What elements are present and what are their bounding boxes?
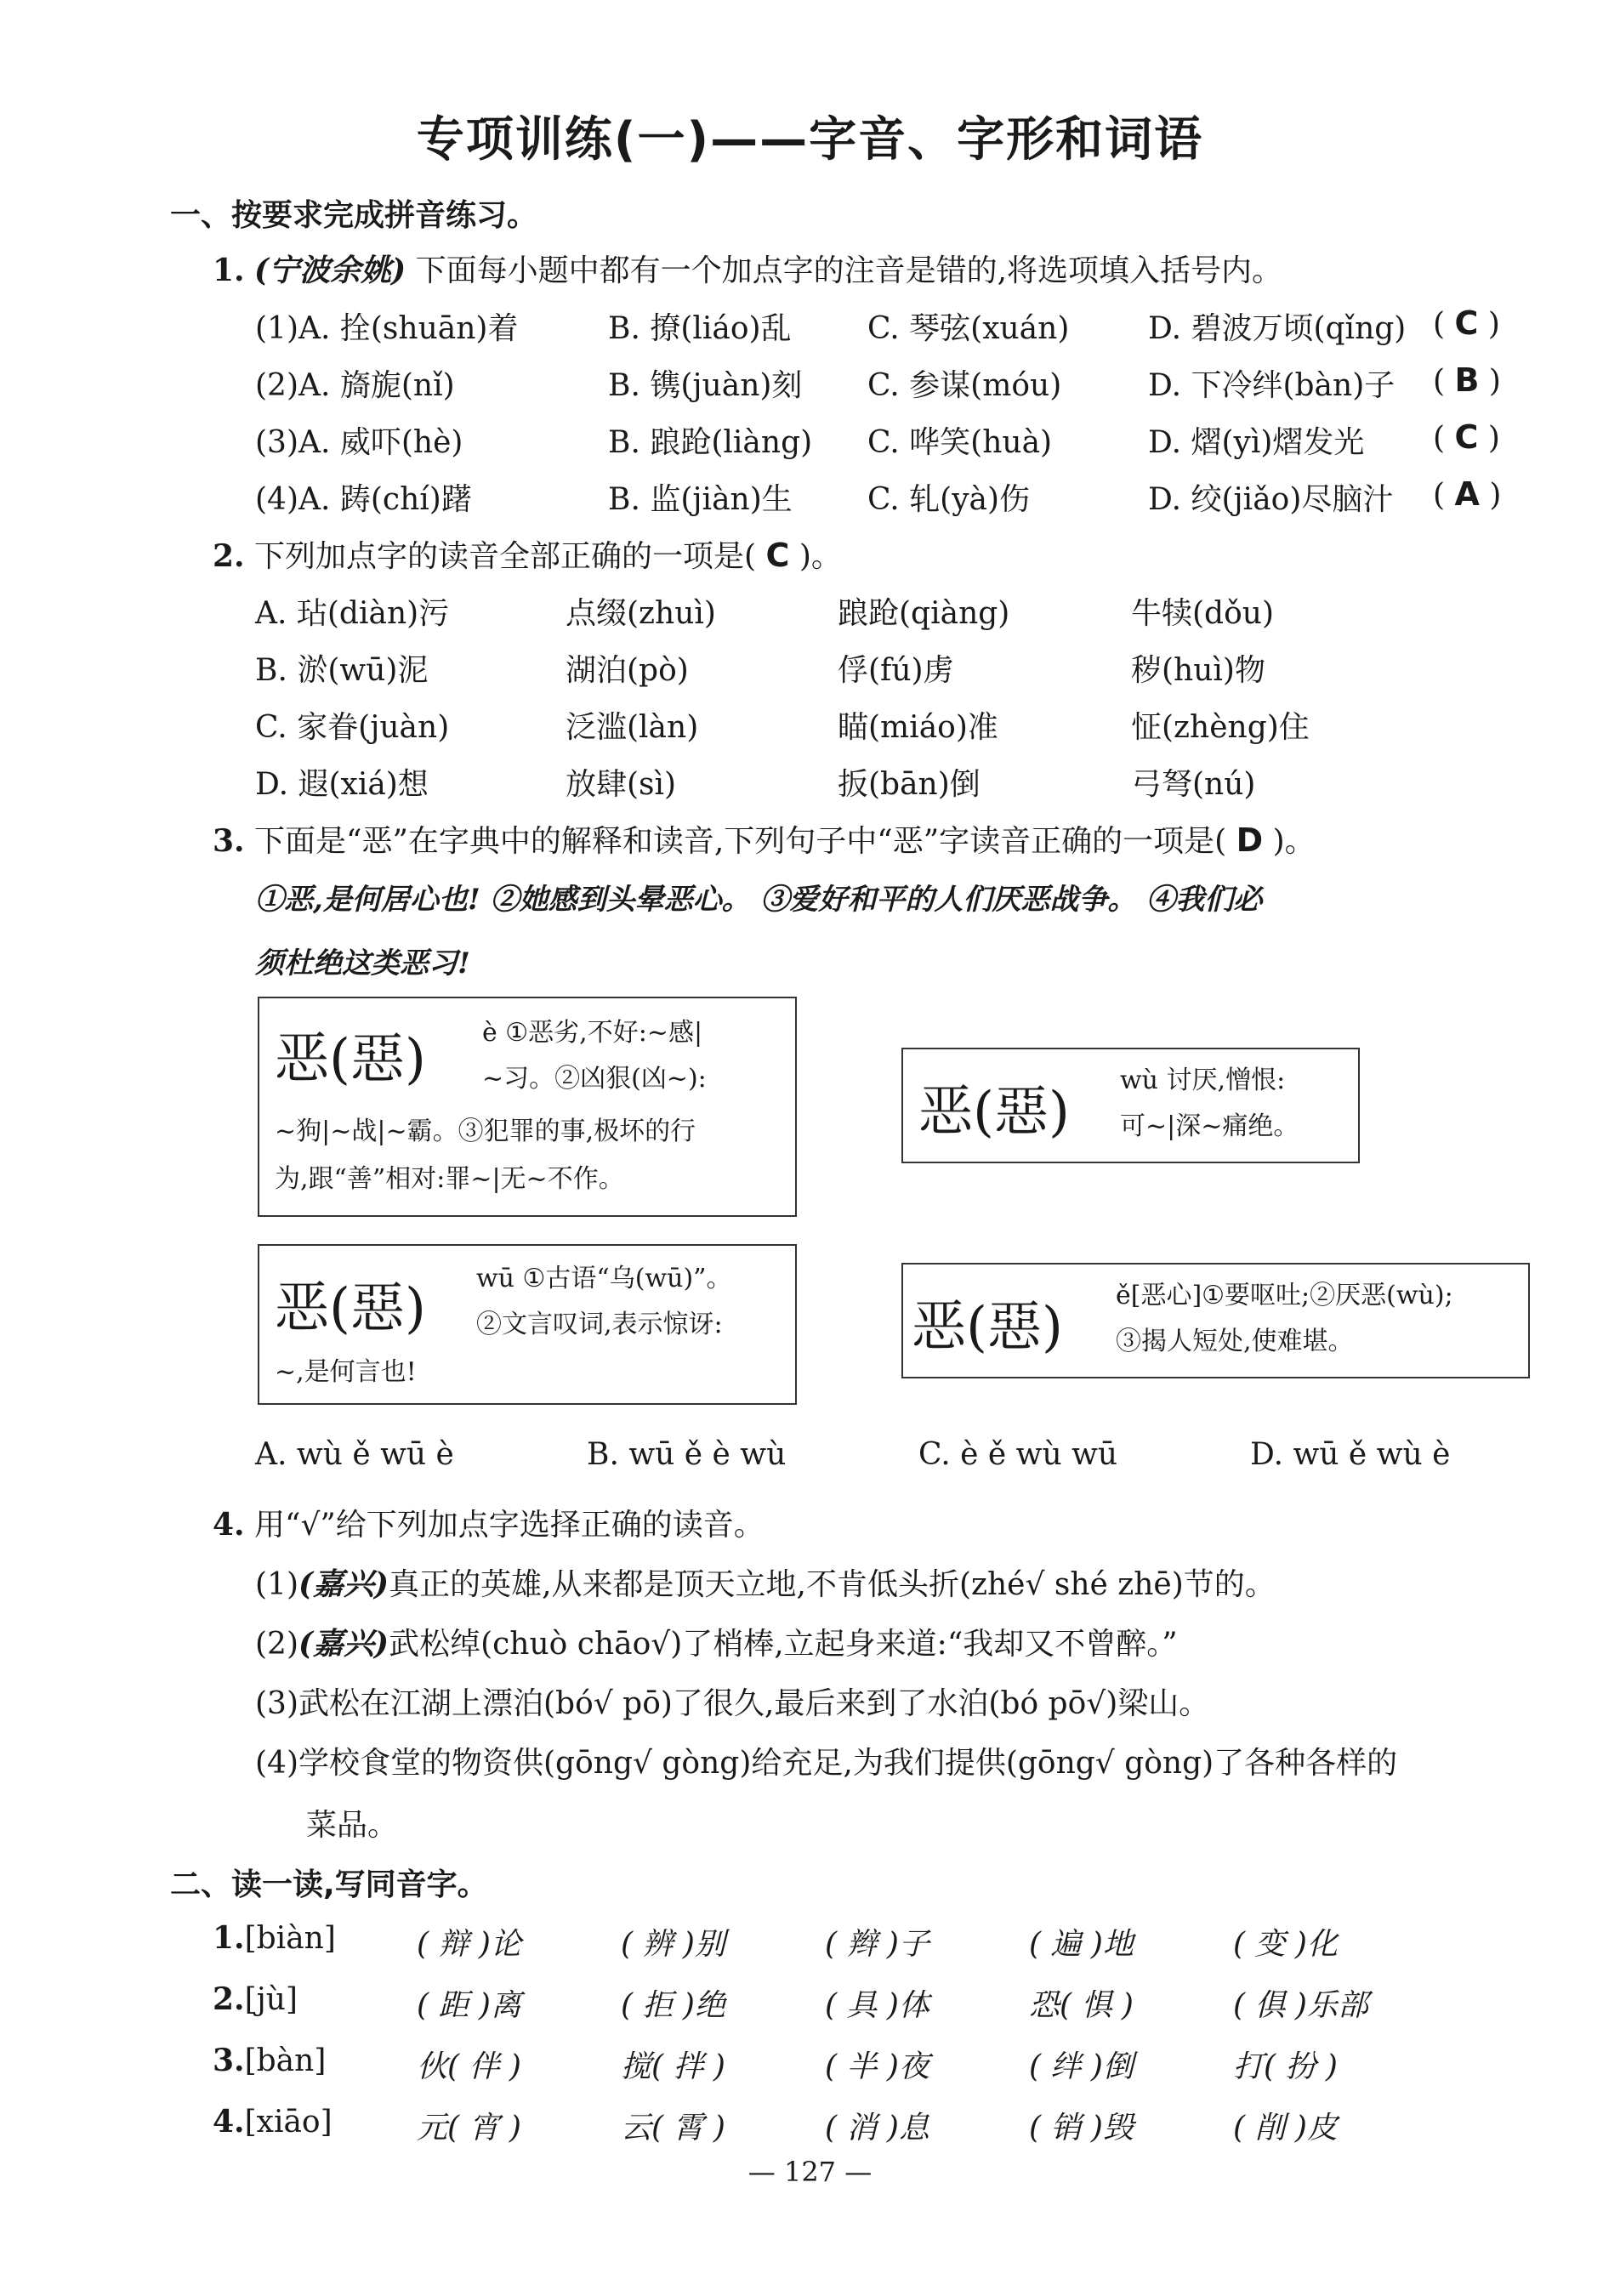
q2-row-A-3: 踉跄(qiàng) — [838, 596, 1010, 631]
q1-row-1-a: (1)A. 拴(shuān)着 — [255, 311, 519, 346]
q4-item-4-continued: 菜品。 — [306, 1808, 399, 1843]
s2-row-2-cell-4: 恐( 惧 ) — [1029, 1988, 1134, 2023]
s2-row-1-cell-1: ( 辩 )论 — [417, 1927, 521, 1962]
s2-row-3-cell-1: 伙( 伴 ) — [417, 2049, 521, 2084]
dict-entry-e4: 恶(惡) è ①恶劣,不好:~感| ~习。②凶狠(凶~): ~狗|~战|~霸。③犯罪的事,极坏的行 为,跟“善”相对:罪~|无~不作。 — [258, 997, 797, 1217]
s2-row-4-cell-3: ( 消 )息 — [825, 2111, 929, 2145]
s2-row-4-cell-1: 元( 宵 ) — [417, 2111, 521, 2145]
q2-row-D-2: 放肆(sì) — [566, 767, 677, 802]
q1-row-3-a: (3)A. 威吓(hè) — [255, 425, 463, 460]
q3-option-b: B. wū ě è wù — [587, 1437, 787, 1472]
s2-row-4-cell-4: ( 销 )毁 — [1029, 2111, 1134, 2145]
dict-headword: 恶(惡) — [918, 1081, 1070, 1144]
q1-row-3-answer: ( C ) — [1433, 418, 1500, 456]
q3-sentences-line-1: ①恶,是何居心也! ②她感到头晕恶心。 ③爱好和平的人们厌恶战争。 ④我们必 — [255, 883, 1263, 917]
q2-number: 2. — [213, 538, 245, 574]
q1-row-1-answer: ( C ) — [1433, 304, 1500, 342]
s2-row-4-cell-2: 云( 霄 ) — [621, 2111, 725, 2145]
q2-row-B-3: 俘(fú)虏 — [838, 653, 954, 688]
dict-entry-e3: 恶(惡) ě[恶心]①要呕吐;②厌恶(wù); ③揭人短处,使难堪。 — [901, 1263, 1530, 1378]
q4-item-4: (4)学校食堂的物资供(gōng√ gòng)给充足,为我们提供(gōng√ gòng)了各种各样的 — [255, 1746, 1398, 1781]
q3-option-c: C. è ě wù wū — [918, 1437, 1118, 1472]
q1-row-3-d: D. 熠(yì)熠发光 — [1148, 425, 1365, 460]
q4-item-2: (2)(嘉兴)武松绰(chuò chāo√)了梢棒,立起身来道:“我却又不曾醉。” — [255, 1626, 1178, 1662]
dict-headword: 恶(惡) — [912, 1296, 1063, 1359]
q1-stem-line — [213, 247, 1282, 290]
q1-row-2-answer: ( B ) — [1433, 361, 1501, 399]
s2-row-3-cell-3: ( 半 )夜 — [825, 2049, 929, 2084]
s2-row-2-cell-1: ( 距 )离 — [417, 1988, 521, 2023]
s2-row-2-cell-5: ( 俱 )乐部 — [1233, 1988, 1368, 2023]
q1-row-2-a: (2)A. 旖旎(nǐ) — [255, 368, 455, 403]
q4-stem-line — [213, 1501, 765, 1544]
q2-row-A-2: 点缀(zhuì) — [566, 596, 716, 631]
q2-row-C-2: 泛滥(làn) — [566, 710, 699, 745]
q2-row-A-1: A. 玷(diàn)污 — [255, 596, 450, 631]
q4-stem: 用“√”给下列加点字选择正确的读音。 — [254, 1508, 765, 1543]
q2-row-B-4: 秽(huì)物 — [1131, 653, 1265, 688]
s2-row-2-label: 2.[jù] — [213, 1981, 298, 2017]
s2-row-1-cell-3: ( 辫 )子 — [825, 1927, 929, 1962]
s2-row-1-label: 1.[biàn] — [213, 1920, 336, 1956]
s2-row-3-cell-4: ( 绊 )倒 — [1029, 2049, 1134, 2084]
q2-row-D-3: 扳(bān)倒 — [838, 767, 981, 802]
q2-row-C-1: C. 家眷(juàn) — [255, 710, 450, 745]
q2-row-C-4: 怔(zhèng)住 — [1131, 710, 1310, 745]
q1-row-4-b: B. 监(jiàn)生 — [608, 482, 793, 517]
q4-number: 4. — [213, 1507, 245, 1543]
q2-stem-line: 2. 下列加点字的读音全部正确的一项是( C )。 — [213, 537, 842, 574]
q1-row-3-b: B. 踉跄(liàng) — [608, 425, 813, 460]
section-1-heading: 一、按要求完成拼音练习。 — [170, 198, 538, 233]
q2-row-D-4: 弓弩(nú) — [1131, 767, 1256, 802]
q1-row-4-a: (4)A. 踌(chí)躇 — [255, 482, 472, 517]
q1-row-1-c: C. 琴弦(xuán) — [867, 311, 1070, 346]
q4-item-1: (1)(嘉兴)真正的英雄,从来都是顶天立地,不肯低头折(zhé√ shé zhē)节的。 — [255, 1566, 1276, 1602]
q1-stem: 下面每小题中都有一个加点字的注音是错的,将选项填入括号内。 — [415, 253, 1283, 288]
s2-row-1-cell-5: ( 变 )化 — [1233, 1927, 1338, 1962]
q1-source: (宁波余姚) — [254, 253, 406, 288]
s2-row-1-cell-4: ( 遍 )地 — [1029, 1927, 1134, 1962]
q1-row-4-answer: ( A ) — [1433, 475, 1502, 513]
q2-row-B-1: B. 淤(wū)泥 — [255, 653, 429, 688]
q3-answer: D — [1236, 821, 1264, 859]
q2-row-B-2: 湖泊(pò) — [566, 653, 689, 688]
s2-row-3-label: 3.[bàn] — [213, 2043, 327, 2078]
s2-row-3-cell-5: 打( 扮 ) — [1233, 2049, 1338, 2084]
q2-row-D-1: D. 遐(xiá)想 — [255, 767, 429, 802]
q1-row-2-c: C. 参谋(móu) — [867, 368, 1062, 403]
q3-sentences-line-2: 须杜绝这类恶习! — [255, 946, 470, 980]
section-2-heading: 二、读一读,写同音字。 — [170, 1867, 488, 1902]
dict-entry-wu1: 恶(惡) wū ①古语“乌(wū)”。 ②文言叹词,表示惊讶: ~,是何言也! — [258, 1244, 797, 1405]
q1-number: 1. — [213, 253, 245, 288]
q1-row-2-d: D. 下冷绊(bàn)子 — [1148, 368, 1395, 403]
dict-entry-wu4: 恶(惡) wù 讨厌,憎恨: 可~|深~痛绝。 — [901, 1048, 1360, 1163]
q1-row-2-b: B. 镌(juàn)刻 — [608, 368, 803, 403]
q3-option-a: A. wù ě wū è — [255, 1437, 454, 1472]
q4-item-3: (3)武松在江湖上漂泊(bó√ pō)了很久,最后来到了水泊(bó pō√)梁山。 — [255, 1686, 1210, 1721]
dict-headword: 恶(惡) — [275, 1028, 426, 1091]
s2-row-4-cell-5: ( 削 )皮 — [1233, 2111, 1338, 2145]
page-number: — 127 — — [747, 2156, 873, 2188]
q1-row-1-d: D. 碧波万顷(qǐng) — [1148, 311, 1407, 346]
s2-row-2-cell-2: ( 拒 )绝 — [621, 1988, 725, 2023]
q1-row-3-c: C. 哗笑(huà) — [867, 425, 1053, 460]
s2-row-1-cell-2: ( 辨 )别 — [621, 1927, 725, 1962]
q1-row-4-d: D. 绞(jiǎo)尽脑汁 — [1148, 482, 1394, 517]
q1-row-1-b: B. 撩(liáo)乱 — [608, 311, 792, 346]
s2-row-2-cell-3: ( 具 )体 — [825, 1988, 929, 2023]
q2-row-C-3: 瞄(miáo)准 — [838, 710, 998, 745]
q3-stem-line: 3. 下面是“恶”在字典中的解释和读音,下列句子中“恶”字读音正确的一项是( D )。 — [213, 821, 1316, 859]
page-title: 专项训练(一)——字音、字形和词语 — [416, 112, 1204, 168]
q3-option-d: D. wū ě wù è — [1250, 1437, 1451, 1472]
q3-number: 3. — [213, 823, 245, 859]
q1-row-4-c: C. 轧(yà)伤 — [867, 482, 1031, 517]
q2-answer: C — [765, 537, 790, 574]
s2-row-4-label: 4.[xiāo] — [213, 2104, 333, 2140]
dict-headword: 恶(惡) — [275, 1277, 426, 1340]
s2-row-3-cell-2: 搅( 拌 ) — [621, 2049, 725, 2084]
q2-row-A-4: 牛犊(dǒu) — [1131, 596, 1274, 631]
